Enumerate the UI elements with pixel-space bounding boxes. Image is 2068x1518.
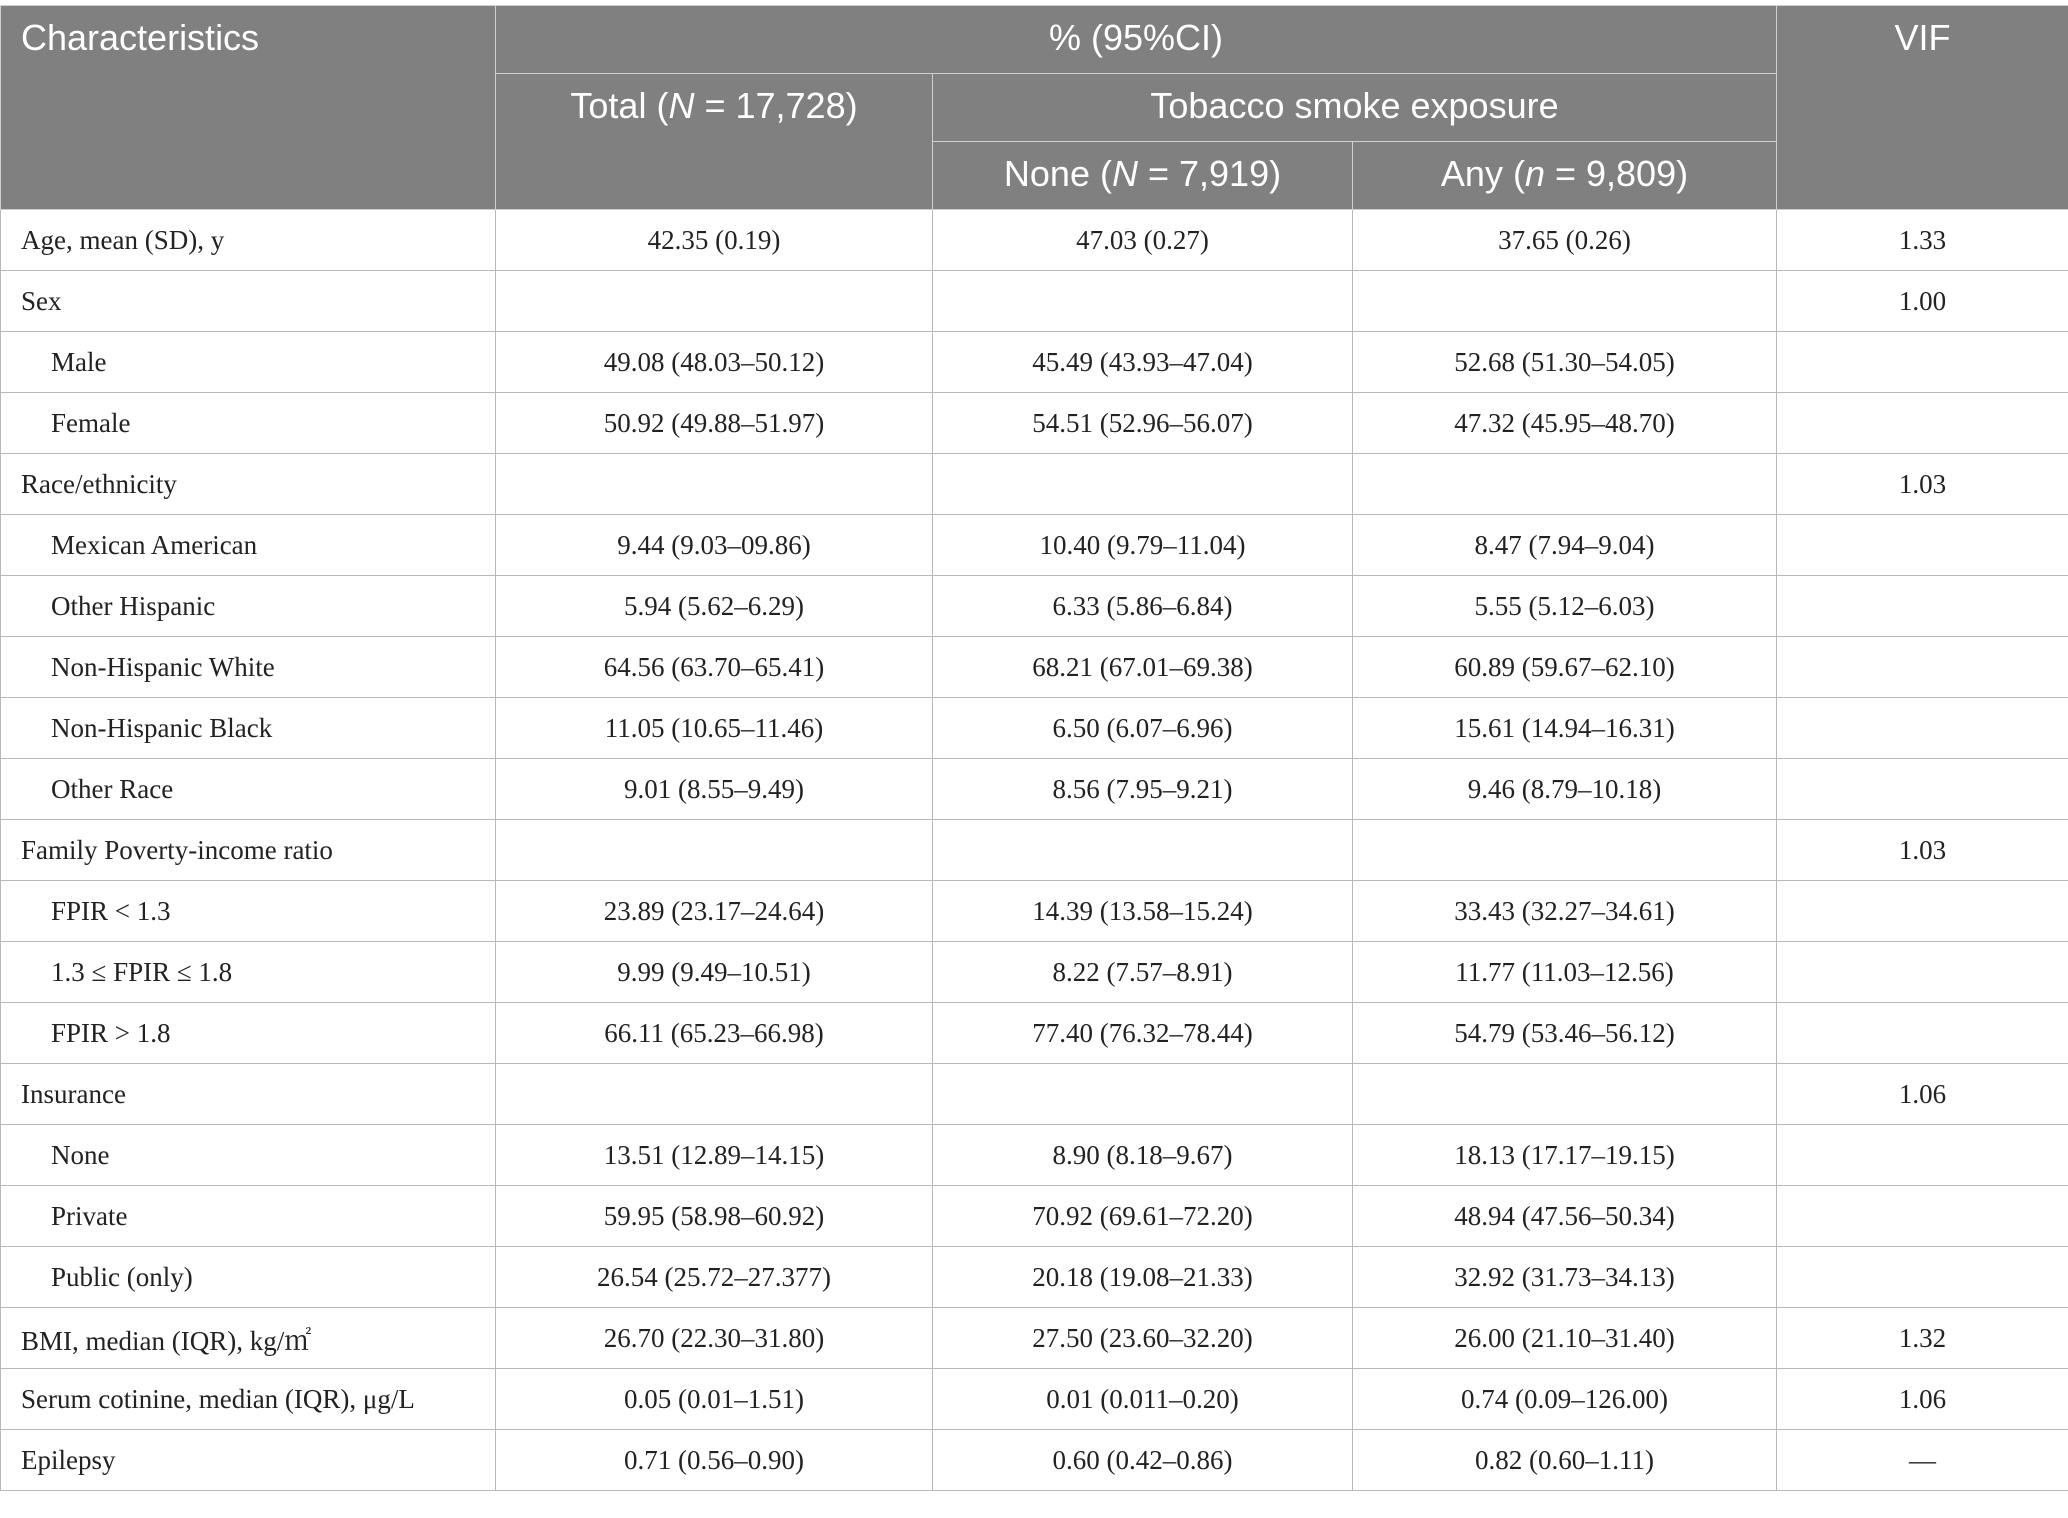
header-any-exposure: Any (n = 9,809) (1353, 142, 1777, 210)
table-row (1, 210, 2068, 271)
table-body (1, 210, 2068, 1491)
row-label: Private (1, 1186, 496, 1247)
cell-vif (1777, 332, 2068, 393)
cell-vif: 1.03 (1777, 454, 2068, 515)
cell-none: 0.01 (0.011–0.20) (933, 1369, 1353, 1430)
cell-any: 0.82 (0.60–1.11) (1353, 1430, 1777, 1491)
cell-total (496, 1064, 933, 1125)
cell-any: 0.74 (0.09–126.00) (1353, 1369, 1777, 1430)
cell-none: 77.40 (76.32–78.44) (933, 1003, 1353, 1064)
cell-none (933, 820, 1353, 881)
cell-vif (1777, 1247, 2068, 1308)
row-label: Non-Hispanic Black (1, 698, 496, 759)
table-row (1, 637, 2068, 698)
row-label: Epilepsy (1, 1430, 496, 1491)
cell-total: 0.71 (0.56–0.90) (496, 1430, 933, 1491)
row-label: Age, mean (SD), y (1, 210, 496, 271)
row-label: Female (1, 393, 496, 454)
table-row (1, 271, 2068, 332)
cell-vif (1777, 1125, 2068, 1186)
cell-none: 8.22 (7.57–8.91) (933, 942, 1353, 1003)
cell-total: 13.51 (12.89–14.15) (496, 1125, 933, 1186)
cell-total: 26.70 (22.30–31.80) (496, 1308, 933, 1369)
table-row (1, 759, 2068, 820)
cell-none: 45.49 (43.93–47.04) (933, 332, 1353, 393)
table-row (1, 698, 2068, 759)
row-label: Race/ethnicity (1, 454, 496, 515)
cell-any (1353, 820, 1777, 881)
cell-total: 66.11 (65.23–66.98) (496, 1003, 933, 1064)
cell-vif (1777, 515, 2068, 576)
row-label: Serum cotinine, median (IQR), μg/L (1, 1369, 496, 1430)
cell-none: 10.40 (9.79–11.04) (933, 515, 1353, 576)
cell-any: 48.94 (47.56–50.34) (1353, 1186, 1777, 1247)
row-label: Non-Hispanic White (1, 637, 496, 698)
row-label: Other Race (1, 759, 496, 820)
table-row (1, 1064, 2068, 1125)
cell-total: 9.01 (8.55–9.49) (496, 759, 933, 820)
cell-total: 5.94 (5.62–6.29) (496, 576, 933, 637)
cell-total: 23.89 (23.17–24.64) (496, 881, 933, 942)
header-tobacco-smoke-exposure: Tobacco smoke exposure (933, 74, 1777, 142)
cell-vif: 1.33 (1777, 210, 2068, 271)
cell-any: 52.68 (51.30–54.05) (1353, 332, 1777, 393)
cell-any: 15.61 (14.94–16.31) (1353, 698, 1777, 759)
characteristics-table-container (0, 5, 2068, 1491)
table-row (1, 820, 2068, 881)
cell-any: 18.13 (17.17–19.15) (1353, 1125, 1777, 1186)
cell-vif: 1.06 (1777, 1369, 2068, 1430)
table-row (1, 576, 2068, 637)
cell-none: 47.03 (0.27) (933, 210, 1353, 271)
table-row (1, 332, 2068, 393)
cell-total (496, 271, 933, 332)
cell-any: 11.77 (11.03–12.56) (1353, 942, 1777, 1003)
table-row (1, 454, 2068, 515)
row-label: Other Hispanic (1, 576, 496, 637)
row-label: Insurance (1, 1064, 496, 1125)
cell-vif: 1.32 (1777, 1308, 2068, 1369)
cell-any: 33.43 (32.27–34.61) (1353, 881, 1777, 942)
cell-vif (1777, 576, 2068, 637)
cell-any (1353, 454, 1777, 515)
cell-none: 6.33 (5.86–6.84) (933, 576, 1353, 637)
header-characteristics: Characteristics (1, 6, 496, 210)
cell-none: 14.39 (13.58–15.24) (933, 881, 1353, 942)
cell-none (933, 454, 1353, 515)
cell-none (933, 1064, 1353, 1125)
cell-any: 54.79 (53.46–56.12) (1353, 1003, 1777, 1064)
cell-none: 8.56 (7.95–9.21) (933, 759, 1353, 820)
row-label: Public (only) (1, 1247, 496, 1308)
cell-any: 26.00 (21.10–31.40) (1353, 1308, 1777, 1369)
cell-vif (1777, 881, 2068, 942)
table-row (1, 1125, 2068, 1186)
cell-vif (1777, 1003, 2068, 1064)
row-label: Sex (1, 271, 496, 332)
cell-none: 70.92 (69.61–72.20) (933, 1186, 1353, 1247)
cell-vif (1777, 1186, 2068, 1247)
row-label: FPIR < 1.3 (1, 881, 496, 942)
cell-any: 32.92 (31.73–34.13) (1353, 1247, 1777, 1308)
table-row (1, 1430, 2068, 1491)
cell-any: 9.46 (8.79–10.18) (1353, 759, 1777, 820)
cell-total: 11.05 (10.65–11.46) (496, 698, 933, 759)
header-vif: VIF (1777, 6, 2068, 210)
cell-vif (1777, 698, 2068, 759)
cell-vif (1777, 942, 2068, 1003)
table-header (1, 6, 2068, 210)
table-row (1, 393, 2068, 454)
row-label: None (1, 1125, 496, 1186)
cell-total: 42.35 (0.19) (496, 210, 933, 271)
row-label: BMI, median (IQR), kg/㎡ (1, 1308, 496, 1369)
table-row (1, 1369, 2068, 1430)
row-label: Mexican American (1, 515, 496, 576)
table-row (1, 1003, 2068, 1064)
row-label: Family Poverty-income ratio (1, 820, 496, 881)
cell-any: 37.65 (0.26) (1353, 210, 1777, 271)
cell-none (933, 271, 1353, 332)
cell-vif: 1.03 (1777, 820, 2068, 881)
cell-vif: 1.06 (1777, 1064, 2068, 1125)
table-row (1, 1186, 2068, 1247)
cell-vif (1777, 393, 2068, 454)
cell-vif: — (1777, 1430, 2068, 1491)
row-label: 1.3 ≤ FPIR ≤ 1.8 (1, 942, 496, 1003)
characteristics-table (0, 5, 2068, 1491)
cell-total: 50.92 (49.88–51.97) (496, 393, 933, 454)
cell-total: 64.56 (63.70–65.41) (496, 637, 933, 698)
table-row (1, 942, 2068, 1003)
cell-total: 9.99 (9.49–10.51) (496, 942, 933, 1003)
cell-none: 68.21 (67.01–69.38) (933, 637, 1353, 698)
cell-vif (1777, 759, 2068, 820)
cell-none: 27.50 (23.60–32.20) (933, 1308, 1353, 1369)
cell-total: 49.08 (48.03–50.12) (496, 332, 933, 393)
cell-total: 0.05 (0.01–1.51) (496, 1369, 933, 1430)
cell-none: 6.50 (6.07–6.96) (933, 698, 1353, 759)
cell-total (496, 454, 933, 515)
cell-none: 54.51 (52.96–56.07) (933, 393, 1353, 454)
cell-total (496, 820, 933, 881)
header-total: Total (N = 17,728) (496, 74, 933, 210)
cell-any (1353, 271, 1777, 332)
cell-vif: 1.00 (1777, 271, 2068, 332)
table-row (1, 1308, 2068, 1369)
cell-any: 5.55 (5.12–6.03) (1353, 576, 1777, 637)
header-percent-ci: % (95%CI) (496, 6, 1777, 74)
cell-total: 9.44 (9.03–09.86) (496, 515, 933, 576)
row-label: Male (1, 332, 496, 393)
table-row (1, 515, 2068, 576)
cell-total: 26.54 (25.72–27.377) (496, 1247, 933, 1308)
cell-any: 60.89 (59.67–62.10) (1353, 637, 1777, 698)
cell-none: 8.90 (8.18–9.67) (933, 1125, 1353, 1186)
cell-none: 0.60 (0.42–0.86) (933, 1430, 1353, 1491)
cell-any: 47.32 (45.95–48.70) (1353, 393, 1777, 454)
cell-total: 59.95 (58.98–60.92) (496, 1186, 933, 1247)
row-label: FPIR > 1.8 (1, 1003, 496, 1064)
cell-any (1353, 1064, 1777, 1125)
cell-none: 20.18 (19.08–21.33) (933, 1247, 1353, 1308)
table-row (1, 881, 2068, 942)
header-none-exposure: None (N = 7,919) (933, 142, 1353, 210)
cell-vif (1777, 637, 2068, 698)
table-row (1, 1247, 2068, 1308)
cell-any: 8.47 (7.94–9.04) (1353, 515, 1777, 576)
